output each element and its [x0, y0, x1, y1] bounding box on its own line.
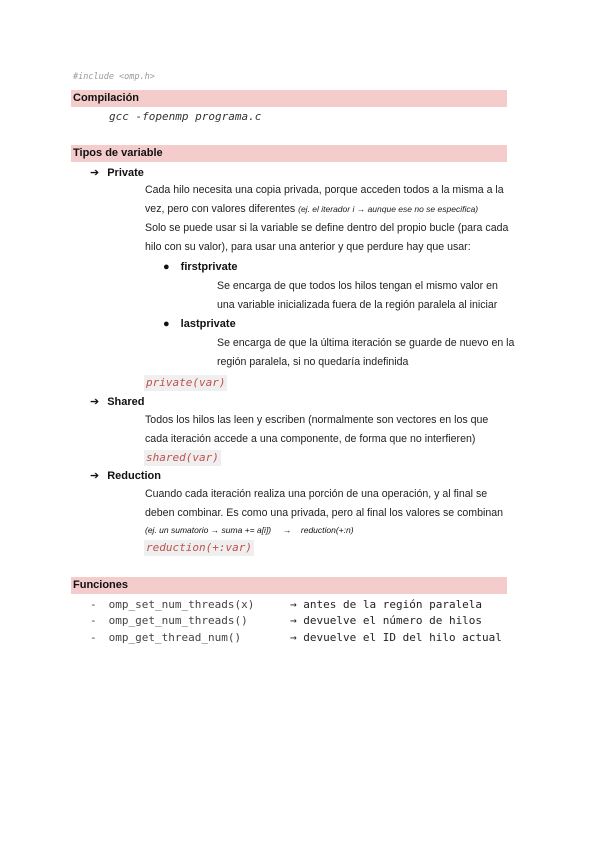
function-item: - omp_get_thread_num() — [90, 631, 242, 644]
lastprivate-line-1: Se encarga de que la última iteración se guarde de nuevo en la — [217, 337, 515, 349]
bullet-dot-icon: ● — [163, 318, 170, 330]
function-name: omp_set_num_threads(x) — [108, 598, 255, 611]
code-reduction: reduction(+:var) — [146, 541, 252, 554]
lastprivate-label: lastprivate — [180, 318, 236, 330]
compile-command: gcc -fopenmp programa.c — [109, 110, 262, 123]
function-item: - omp_get_num_threads() — [90, 614, 248, 627]
shared-line-2: cada iteración accede a una componente, de forma que no interfieren) — [145, 433, 476, 445]
heading-tipos-variable: Tipos de variable — [73, 147, 163, 159]
reduction-note: (ej. un sumatorio → suma += a[i]) → reduction(+:n) — [145, 525, 354, 535]
item-reduction-label: Reduction — [107, 470, 161, 482]
private-line-2-note: (ej. el iterador i → aunque ese no se especifica) — [298, 204, 479, 214]
bullet-lastprivate — [163, 318, 236, 330]
function-name: omp_get_thread_num() — [108, 631, 242, 644]
function-item: - omp_set_num_threads(x) — [90, 598, 255, 611]
item-private-label: Private — [107, 167, 144, 179]
private-line-1: Cada hilo necesita una copia privada, porque acceden todos a la misma a la — [145, 184, 504, 196]
arrow-right-icon: ➔ — [90, 470, 100, 482]
bullet-dot-icon: ● — [163, 261, 170, 273]
heading-band-funciones — [71, 577, 507, 594]
item-shared-label: Shared — [107, 396, 145, 408]
function-desc: → antes de la región paralela — [290, 598, 483, 611]
reduction-line-2: deben combinar. Es como una privada, pero al final los valores se combinan — [145, 507, 504, 519]
heading-funciones: Funciones — [73, 579, 129, 591]
firstprivate-line-2: una variable inicializada fuera de la región paralela al iniciar — [217, 299, 498, 311]
firstprivate-label: firstprivate — [180, 261, 238, 273]
heading-compilacion: Compilación — [73, 92, 140, 104]
item-reduction — [90, 469, 161, 482]
firstprivate-line-1: Se encarga de que todos los hilos tengan el mismo valor en — [217, 280, 498, 292]
bullet-firstprivate — [163, 261, 238, 273]
reduction-line-1: Cuando cada iteración realiza una porción de una operación, y al final se — [145, 488, 488, 500]
private-line-2 — [145, 200, 478, 219]
lastprivate-line-2: región paralela, si no quedaría indefinida — [217, 356, 409, 368]
function-desc: → devuelve el ID del hilo actual — [290, 631, 502, 644]
item-private — [90, 166, 144, 179]
arrow-right-icon: ➔ — [90, 167, 100, 179]
code-shared: shared(var) — [146, 451, 219, 464]
include-line: #include <omp.h> — [73, 72, 155, 82]
shared-line-1: Todos los hilos las leen y escriben (normalmente son vectores en los que — [145, 414, 489, 426]
private-line-4: hilo con su valor), para usar una anterior y que perdure hay que usar: — [145, 241, 471, 253]
private-line-2-text: vez, pero con valores diferentes — [145, 203, 296, 215]
item-shared — [90, 395, 145, 408]
code-private: private(var) — [146, 376, 226, 389]
function-name: omp_get_num_threads() — [108, 614, 248, 627]
private-line-3: Solo se puede usar si la variable se define dentro del propio bucle (para cada — [145, 222, 509, 234]
function-desc: → devuelve el número de hilos — [290, 614, 483, 627]
arrow-right-icon: ➔ — [90, 396, 100, 408]
